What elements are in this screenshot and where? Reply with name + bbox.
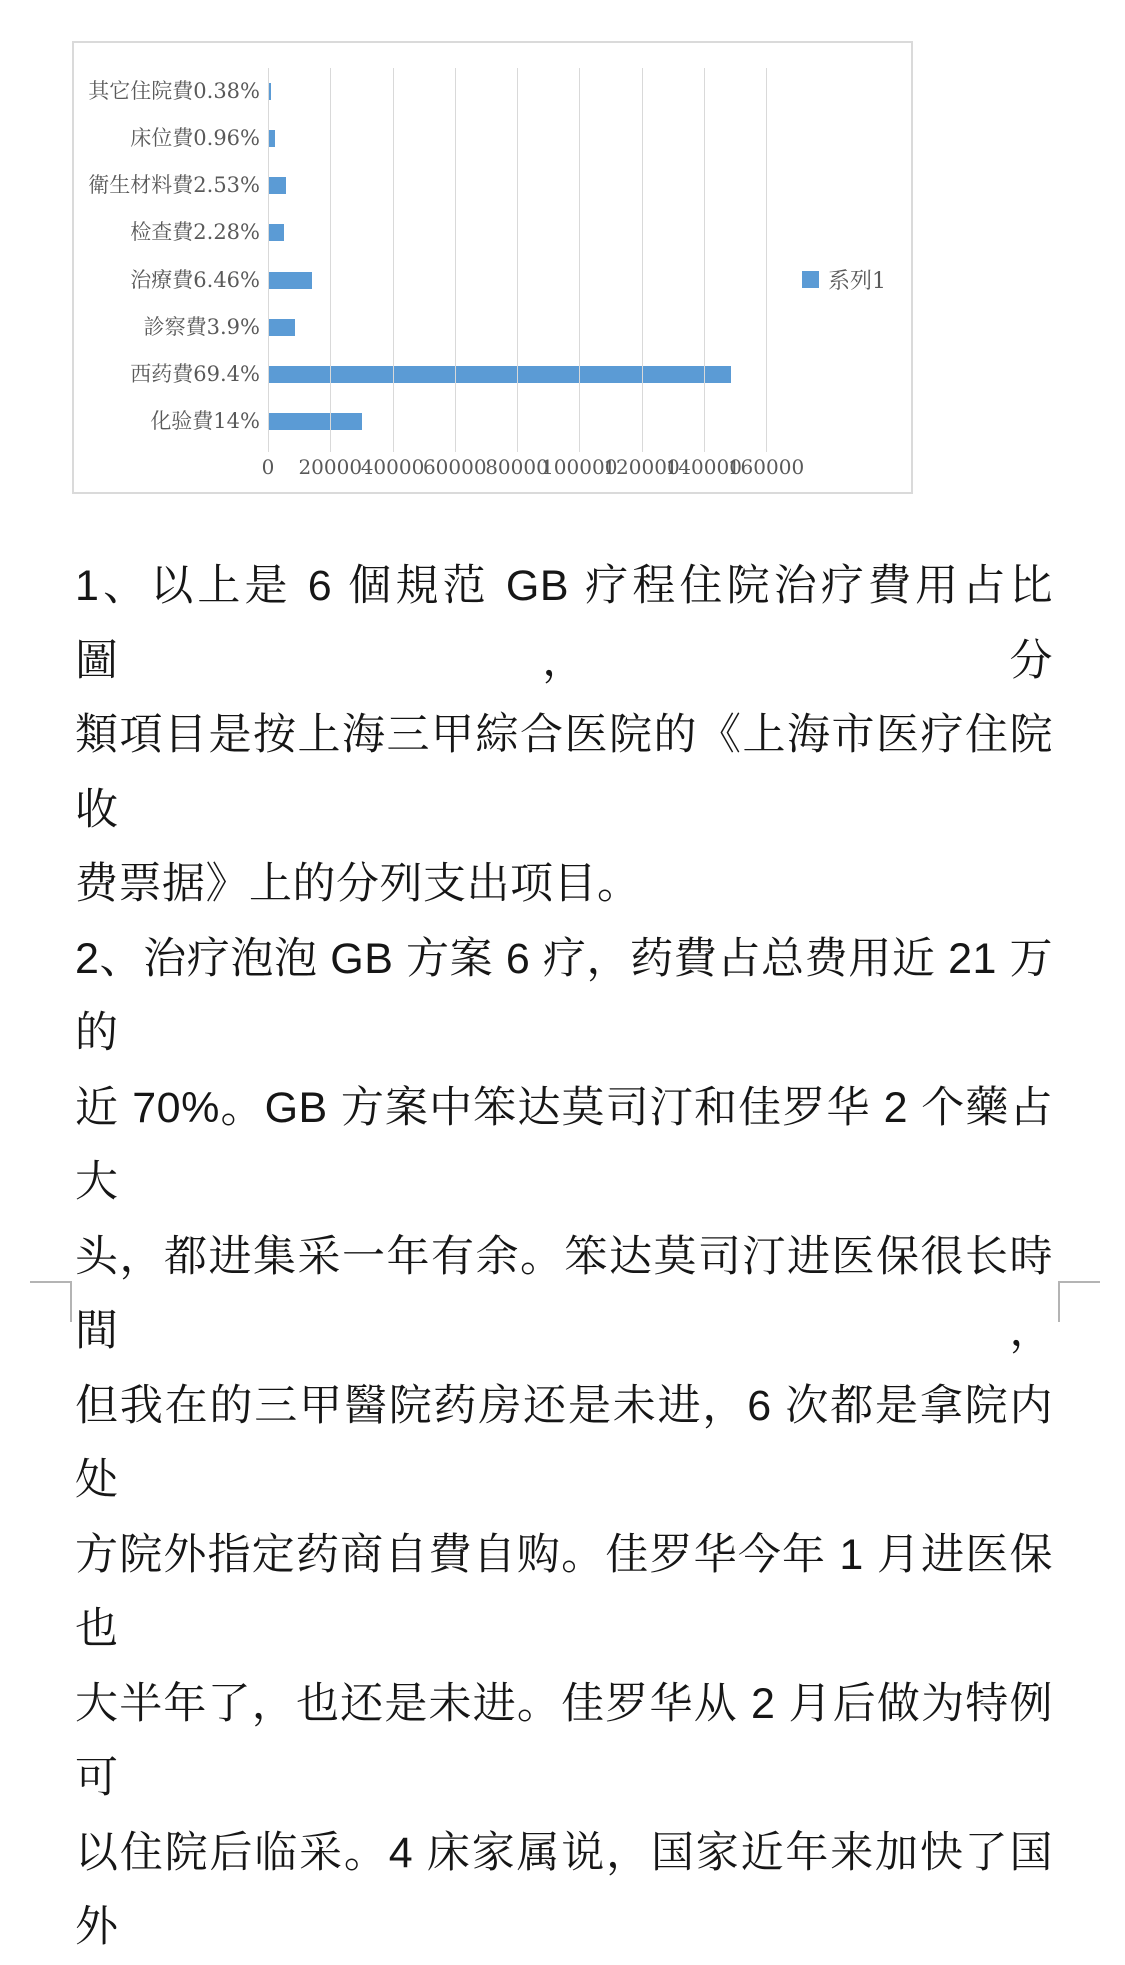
bar	[269, 272, 312, 289]
bar	[269, 130, 275, 147]
bar	[269, 413, 362, 430]
bar	[269, 319, 295, 336]
x-axis-tick-label: 160000	[727, 455, 805, 479]
category-label: 西药費69.4%	[130, 361, 260, 386]
text-line: 方院外指定药商自費自购。佳罗华今年 1 月进医保也	[75, 1530, 1053, 1653]
text-line: 1、以上是 6 個規范 GB 疗程住院治疗費用占比圖，分	[75, 562, 1053, 685]
page-margin-mark-left	[30, 1281, 72, 1322]
text-line: 但我在的三甲醫院药房还是未进，6 次都是拿院内处	[75, 1381, 1053, 1504]
bar	[269, 83, 271, 100]
category-label: 診察費3.9%	[143, 314, 260, 339]
category-label: 治療費6.46%	[130, 267, 260, 292]
text-line: 近 70%。GB 方案中笨达莫司汀和佳罗华 2 个藥占大	[75, 1083, 1053, 1206]
x-axis-tick-label: 20000	[298, 455, 363, 479]
text-line: 以住院后临采。4 床家属说，国家近年来加快了国外	[75, 1828, 1053, 1951]
category-label: 其它住院費0.38%	[88, 79, 260, 103]
gridline	[517, 68, 518, 452]
text-line: 類項目是按上海三甲綜合医院的《上海市医疗住院收	[75, 711, 1053, 834]
x-axis-tick-label: 100000	[541, 455, 618, 479]
gridline	[766, 68, 767, 452]
gridline	[704, 68, 705, 452]
bar	[269, 177, 286, 194]
chart[interactable]	[72, 41, 913, 494]
x-axis-tick-label: 140000	[665, 455, 742, 479]
chart-legend	[802, 264, 886, 295]
x-axis-tick-label: 40000	[360, 455, 425, 479]
gridline	[642, 68, 643, 452]
gridline	[579, 68, 580, 452]
gridline	[455, 68, 456, 452]
category-label: 床位費0.96%	[130, 126, 260, 151]
bar	[269, 366, 731, 383]
x-axis-tick-label: 60000	[422, 455, 487, 479]
category-label: 衛生材料費2.53%	[88, 173, 260, 198]
gridline	[393, 68, 394, 452]
gridline	[330, 68, 331, 452]
text-line: 大半年了，也还是未进。佳罗华从 2 月后做为特例可	[75, 1679, 1053, 1802]
category-label: 检查費2.28%	[130, 220, 260, 245]
gridline	[268, 68, 269, 452]
page-margin-mark-right	[1058, 1281, 1100, 1322]
text-line: 费票据》上的分列支出项目。	[75, 860, 641, 908]
legend-swatch-icon	[802, 271, 819, 288]
text-line: 2、治疗泡泡 GB 方案 6 疗，药費占总费用近 21 万的	[75, 934, 1053, 1057]
legend-label: 系列1	[828, 269, 886, 294]
x-axis-tick-label: 80000	[485, 455, 549, 479]
text-line: 头，都进集采一年有余。笨达莫司汀进医保很长時間，	[75, 1232, 1053, 1355]
x-axis-tick-label: 0	[261, 455, 275, 479]
document-text	[75, 549, 1053, 1965]
x-axis-tick-label: 120000	[603, 455, 680, 479]
category-label: 化验費14%	[150, 408, 260, 433]
bar	[269, 224, 284, 241]
